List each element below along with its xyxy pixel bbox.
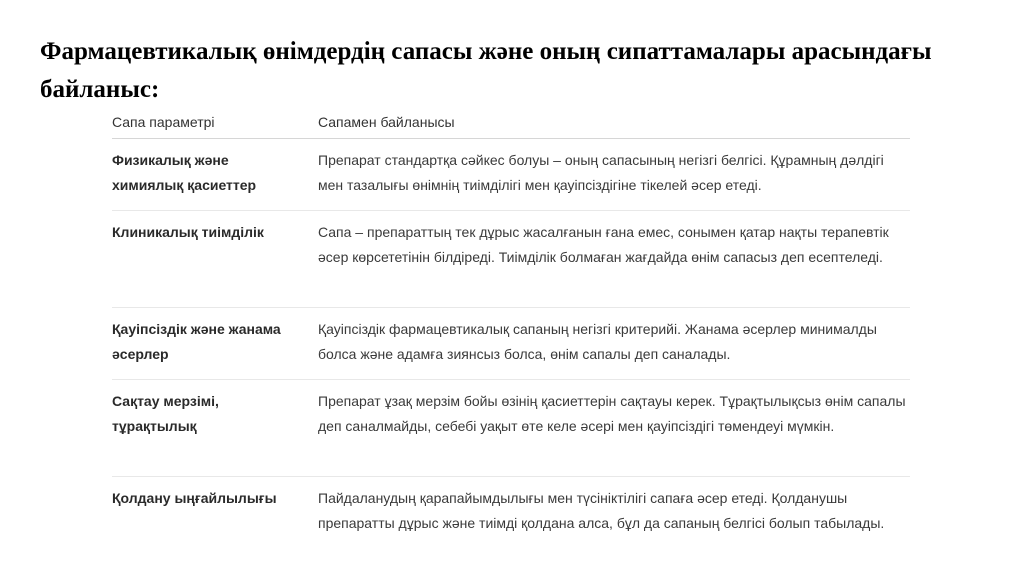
row-parameter: Қолдану ыңғайлылығы [112,490,277,506]
row-parameter: Физикалық және химиялық қасиеттер [112,152,257,193]
row-parameter: Сақтау мерзімі, тұрақтылық [112,393,219,434]
row-relation: Сапа – препараттың тек дұрыс жасалғанын ғана емес, сонымен қатар нақты терапевтік әсер көрсететінін білдіреді. Тиімділік болмаған жағдайда өнім сапасыз деп есептеледі. [318,224,889,265]
table-row [112,477,910,567]
quality-table [112,110,910,567]
header-parameter: Сапа параметрі [112,114,215,130]
header-relation: Сапамен байланысы [318,114,455,130]
table-header-row [112,110,910,139]
page-title: Фармацевтикалық өнімдердің сапасы және оның сипаттамалары арасындағы байланыс: [40,38,932,103]
row-relation: Пайдаланудың қарапайымдылығы мен түсініктілігі сапаға әсер етеді. Қолданушы препаратты дұрыс және тиімді қолдана алса, бұл да сапаның белгісі болып табылады. [318,490,885,531]
table-row [112,308,910,380]
table-row [112,380,910,477]
row-relation: Препарат стандартқа сәйкес болуы – оның сапасының негізгі белгісі. Құрамның дәлдігі мен тазалығы өнімнің тиімділігі мен қауіпсіздігіне тікелей әсер етеді. [318,152,884,193]
table-row [112,139,910,211]
table-row [112,211,910,308]
row-relation: Қауіпсіздік фармацевтикалық сапаның негізгі критерийі. Жанама әсерлер минималды болса және адамға зиянсыз болса, өнім сапалы деп саналады. [318,321,877,362]
row-relation: Препарат ұзақ мерзім бойы өзінің қасиеттерін сақтауы керек. Тұрақтылықсыз өнім сапалы деп саналмайды, себебі уақыт өте келе әсері мен қауіпсіздігі төмендеуі мүмкін. [318,393,906,434]
row-parameter: Қауіпсіздік және жанама әсерлер [112,321,281,362]
row-parameter: Клиникалық тиімділік [112,224,264,240]
